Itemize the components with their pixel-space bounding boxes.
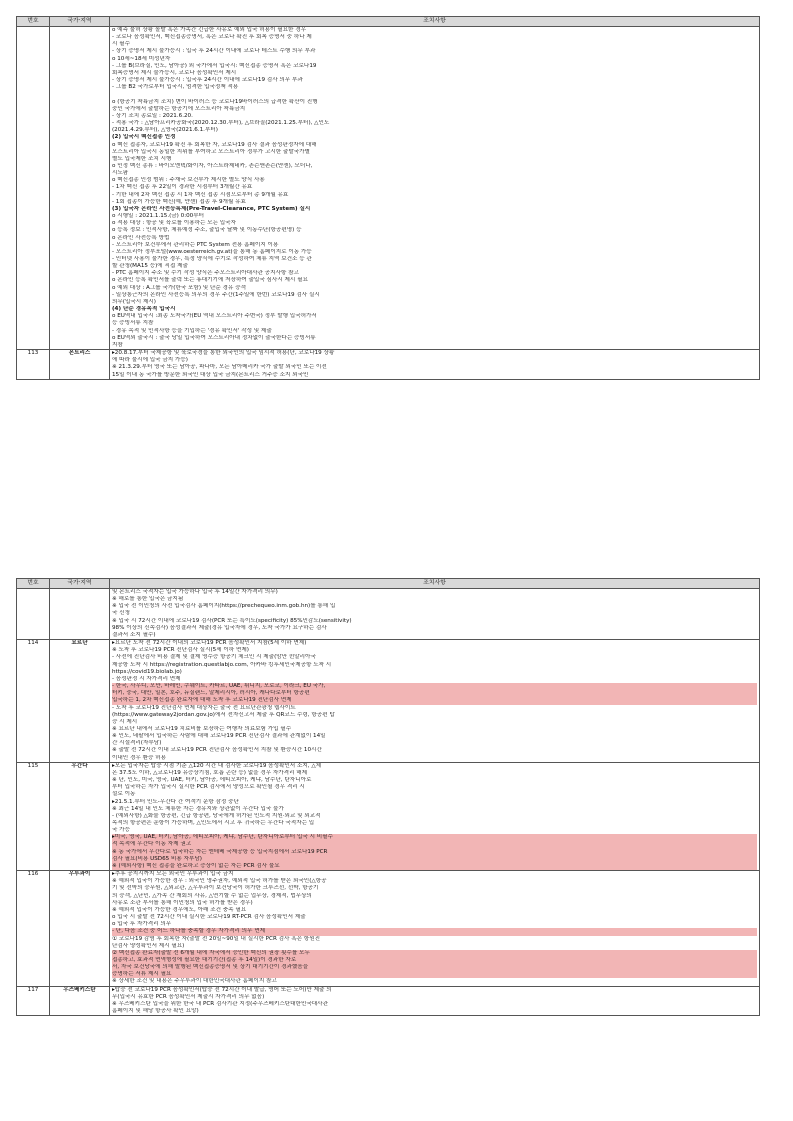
highlighted-text-line: - 단, 다음 조건 중 어느 하나를 충족할 경우 자가격리 의무 면제	[112, 928, 757, 935]
text-line: 단검사 양성확인서 제시 필요)	[112, 942, 185, 949]
text-line: 제공항 도착 시 https://registration.questlabjo.com, 아카바 킹후세인국제공항 도착 시	[112, 661, 332, 668]
text-line: 이내인 경우 환승 허용	[112, 754, 166, 761]
text-line: 및 몬트리스 국적자는 입국 가능하나 입국 후 14일간 자가격리 의무)	[112, 589, 278, 595]
text-line: ※ 상세한 조건 및 내용은 주우루과이 대한민국대사관 홈페이지 참고	[112, 978, 277, 985]
text-line: (https://www.gateway2jordan.gov.jo)에서 전자신고서 제출 후 QR코드 수령, 항공편 탑	[112, 711, 335, 718]
text-line: (3) 입국자 온라인 사전등록제(Pre-Travel-Clearance, PTC System) 실시	[112, 205, 311, 212]
table-row	[17, 871, 760, 987]
measures-cell	[110, 640, 760, 763]
text-line: - (예외사항) △화물 항공편, 긴급 항공편, 당국에게 허가된 인도적 지원·외교 및 외교적	[112, 812, 321, 819]
text-line: o 예외 대상 : A그룹 국가(한국 포함) 및 단순 경유 승객	[112, 284, 246, 291]
text-line: ※ 예외적 입국이 가능한 경우에도, 아래 조건 충족 필요	[112, 906, 247, 913]
text-line: ▸21.5.1.부터 인도-우간다 간 여객기 운항 잠정 중단	[112, 798, 239, 805]
country-name: 우간다	[50, 762, 110, 870]
table-row	[17, 27, 760, 350]
text-line: ※ 인도, 네팔에서 입국하는 사람에 대해 코로나19 PCR 진단검사 결과에 관계없이 14일	[112, 733, 326, 740]
text-line	[112, 91, 757, 98]
row-number	[17, 589, 50, 640]
text-line: o EU역내 입국시 :최종 도착국가(EU 역내 오스트리아 주변국) 정부 발행 입국허가서	[112, 313, 317, 320]
text-line: 간 시설격리(자부담)	[112, 740, 162, 747]
header-no: 번호	[17, 579, 50, 589]
text-line: 지참	[112, 341, 123, 348]
table-row	[17, 640, 760, 763]
highlighted-text-line: 접종하고, 효과적 면역형성에 필요한 대기기간(접종 후 14일)이 경과한 자로	[112, 957, 757, 964]
measures-cell	[110, 589, 760, 640]
text-line: o 인정 백신 종류 : 바이오엔텍/화이자, 아스트라제네카, 존슨앤존슨(얀센), 모더나,	[112, 162, 313, 169]
country-name	[50, 589, 110, 640]
measures-cell	[110, 27, 760, 350]
highlighted-text-line: - 한국, 사우디, 오만, 바레인, 쿠웨이트, 카타르, UAE, 튀니지, 모로코, 이라크, EU 국가,	[112, 683, 757, 690]
table-row	[17, 986, 760, 1016]
text-line: 회복증명서 제시 불가능시, 코로나 음성확인서 제시	[112, 69, 237, 76]
text-line: o 온라인 등록 확인서를 출력 또는 휴대기기에 저장하여 출입국 심사시 제시 필요	[112, 277, 308, 284]
text-line: 시 필수	[112, 41, 130, 48]
highlighted-text-line: ② 백신접종 완료자(출발 전 6개월 내에 자국에서 승인한 백신의 권장 횟수를 모두	[112, 950, 757, 957]
text-line: 98% 이상의 신속검사) 음성결과서 제출(경유 입국자에 경우, 도착 국가가 요구하는 검사	[112, 624, 327, 631]
measures-table-top	[16, 16, 760, 380]
text-line: o (항공기 착륙금지 조치) 변이 바이러스 등 코로나19바이러스의 급격한 확산이 진행	[112, 98, 318, 105]
highlighted-text-line: ※ 동 국가에서 우간다로 입국하는 자는 엔테베 국제공항 등 입국지점에서 코로나19 PCR	[112, 849, 757, 856]
text-line: o 시행일 : 2021.1.15.(금) 0:00부터	[112, 213, 205, 220]
text-line: ※ 단, 인도, 미국, 영국, UAE, 터키, 남아공, 에티오피아, 케냐, 남수단, 탄자니아로	[112, 777, 312, 784]
text-line: 사유로 소관 부서를 통해 이민청의 입국 허가를 받은 경우)	[112, 899, 253, 906]
text-line: - 인터넷 사용이 불가한 경우, 특정 양식에 수기로 작성하여 체류 지역 보건소 등 관	[112, 256, 312, 262]
text-line: - 오스트리아 정부포털(www.oesterreich.gv.at)을 통해 동 홈페이지로 이동 가능	[112, 248, 312, 255]
text-line: (2021.4.29.부터), △영국(2021.6.1.부터)	[112, 127, 218, 134]
text-line: ※ 입국 시 72시간 이내에 코로나19 검사(PCR 또는 특이도(specificity) 85%민감도(sensitivity)	[112, 617, 352, 624]
row-number: 117	[17, 986, 50, 1016]
text-line: - 그룹 B2 국가로부터 입국시, 엄격한 입국정책 적용	[112, 84, 239, 91]
text-line: - 도착 후 코로나19 진단검사 면제 대상자는 출국 전 요르단관광청 웹사이트	[112, 704, 296, 711]
text-line: - 경유 목적 및 인적사항 등을 기입하는 '경유 확인서' 작성 및 제출	[112, 327, 272, 334]
text-line: o 입국 시 출발 전 72시간 이내 실시한 코로나19 RT-PCR 검사 음성확인서 제출	[112, 914, 306, 921]
text-line: 부터 입국하는 자가 입국시 실시한 PCR 검사에서 양성으로 확인될 경우 격리 시	[112, 784, 305, 791]
text-line: 무(입국시 유효한 PCR 음성확인서 제출시 자가격리 의무 없음)	[112, 993, 265, 1000]
text-line: ※ 출발 전 72시간 이내 코로나19 PCR 진단검사 음성확인서 지참 및 환승시간 10시간	[112, 747, 322, 754]
text-line: o 적용 대상 : 항공 및 육로를 이용하는 모든 입국자	[112, 220, 236, 227]
country-name: 요르단	[50, 640, 110, 763]
text-line: ※ 21.3.29.부터 영국 또는 남아공, 파나마, 모든 남아메리카 국가 출발 외국인 또는 이전	[112, 364, 327, 371]
text-line: ▸20.8.17.부터 국제공항 및 육로국경을 통한 외국인의 입국 임시적 허용(단, 코로나19 상황	[112, 350, 335, 357]
text-line: - 1차 백신 접종 후 22일이 경과한 시점부터 3개월간 유효	[112, 184, 253, 191]
text-line: 중인 국가에서 출발하는 항공기에 오스트리아 착륙금지	[112, 105, 246, 112]
highlighted-text-line: 서, 자국 보건당국에 의해 발행된 백신접종증명서 및 상기 대기기간이 경과했음을	[112, 964, 757, 971]
text-line: - 오스트리아 보건부에서 관리하는 PTC System 전용 홈페이지 이용	[112, 241, 279, 248]
text-line: - 사전에 진단검사 비용 결제 및 결제 영수증 항공기 체크인 시 제출(암만 퀸알리아국	[112, 654, 316, 661]
country-name: 몬트리스	[50, 350, 110, 380]
text-line: - 코로나 음성확인서, 백신접종증명서, 혹은 코로나 확진 후 회복 증명서 중 하나 제	[112, 34, 312, 41]
text-line: o 10세~18세 미성년자	[112, 55, 171, 62]
text-line: 설로 이동	[112, 791, 136, 798]
header-content: 조치사항	[110, 17, 760, 27]
text-line: - 음성판정 시 자가격리 면제	[112, 675, 181, 682]
row-number: 114	[17, 640, 50, 763]
country-name	[50, 27, 110, 350]
highlighted-text-line: ▸미국, 영국, UAE, 터키, 남아공, 에티오피아, 케냐, 남수단, 탄자니아로부터 입국 시 비필수	[112, 834, 757, 841]
highlighted-text-line: 검사 필요(비용 USD65 비용 자부담)	[112, 856, 757, 863]
text-line: 오스트리아 입국시 동일한 지위를 부여하고 오스트리아 정부가 고시한 출발국가별	[112, 148, 310, 155]
text-line: 홈페이지 및 해당 항공사 확인 요망)	[112, 1008, 199, 1015]
header-content: 조치사항	[110, 579, 760, 589]
header-country: 국가·지역	[50, 579, 110, 589]
text-line: ※ 요르단 내에서 코로나19 치료비를 보장하는 여행자 의료보험 가입 필수	[112, 725, 292, 732]
text-line: 등 증빙서류 지참	[112, 320, 154, 327]
text-line: ▸요르단 도착 전 72시간 이내의 코로나19 PCR 음성확인서 지참(5세 이하 면제)	[112, 640, 307, 647]
text-line: 목적의 항공편은 운항이 가능하며, △인도에서 시고 후 귀국하는 우간다 국적자는 입	[112, 820, 315, 826]
text-line: 별도 입국제한 조치 시행	[112, 155, 172, 162]
text-line: ① 코로나19 감염 후 회복한 자(출발 전 20일~90일 내 실시한 PCR 검사 혹은 항원진	[112, 935, 321, 942]
text-line: ▸모든 입국자는 탑승 시점 기준 △120 시간 내 검사한 코로나19 음성확인서 소지, △체	[112, 762, 322, 769]
text-line: ※ 우즈베키스탄 입국을 위한 한국 내 PCR 검사기관 지정(주우즈베키스탄대한민국대사관	[112, 1000, 328, 1007]
measures-cell	[110, 762, 760, 870]
text-line: o 등록 정보 : 인적사항, 체류예정 주소, 출입국 날짜 및 이동수단(항공편명) 등	[112, 227, 302, 234]
table-row	[17, 350, 760, 380]
header-country: 국가·지역	[50, 17, 110, 27]
measures-cell	[110, 871, 760, 987]
measures-table-bottom	[16, 578, 760, 1016]
text-line: o EU역외 출국시 : 출국 당일 입국하여 오스트리아내 정차없이 출국한다는 증빙서류	[112, 334, 316, 341]
country-name: 우루과이	[50, 871, 110, 987]
table-header-row	[17, 17, 760, 27]
text-line: 온 37.5도 이하, △코로나19 유증상기침, 호흡 곤란 등) 없을 경우 자가격리 해제	[112, 769, 308, 776]
country-name: 우즈베키스탄	[50, 986, 110, 1016]
text-line: - 상기 증명서 제시 불가능시 : 입국후 24시간 이내에 코로나19 검사 의무 부과	[112, 77, 303, 84]
text-line: - 그룹 B(브라질, 인도, 남아공) 외 국가에서 입국시: 백신접종 증명서 혹은 코로나19	[112, 62, 317, 69]
text-line: - 상기 조치 종료일 : 2021.6.20.	[112, 112, 193, 119]
text-line: 시노팜	[112, 170, 129, 177]
highlighted-text-line: 적 목적에 우간다 이동 자제 권고	[112, 841, 757, 848]
text-line: 15일 이내 동 국가를 방문한 외국인 대상 입국 금지(몬트리스 거주증 소지 외국인	[112, 371, 309, 378]
row-number: 115	[17, 762, 50, 870]
text-line: (4) 단순 경유목적 입국시	[112, 306, 176, 313]
text-line: ※ 입국 전 이민청의 사전 입국검사 홈페이지(https://prechequeo.inm.gob.hn)를 통해 입	[112, 603, 336, 610]
row-number: 116	[17, 871, 50, 987]
text-line: - 1회 접종이 가능한 백신(예, 얀센) 접종 후 9개월 유효	[112, 198, 246, 205]
text-line: - PTC 홈페이지 주소 및 수기 작성 양식은 주오스트리아대사관 공지사항 참고	[112, 270, 299, 277]
text-line: o 백신 접종자, 코로나19 확진 후 회복한 자, 코로나19 검사 결과 음성판정자에 대해	[112, 141, 317, 148]
header-no: 번호	[17, 17, 50, 27]
measures-cell	[110, 350, 760, 380]
text-line: - 적용 국가 : △남아프리카공화국(2020.12.30.부터), △브라질(2021.1.25.부터), △인도	[112, 120, 330, 127]
text-line: ※ 도착 후 코로나19 PCR 진단검사 실시(5세 이하 면제)	[112, 647, 249, 654]
text-line: o 온라인 사전등록 방법	[112, 234, 170, 241]
row-number: 113	[17, 350, 50, 380]
text-line: 에 따라 불시에 입국 금지 가능)	[112, 357, 188, 364]
text-line: - 기한 내에 2차 백신 접종 시 1차 백신 접종 시점으로부터 총 9개월 유효	[112, 191, 289, 198]
text-line: ※ 최근 14일 내 인도 체류한 자는 경유지와 상관없이 우간다 입국 불가	[112, 805, 284, 812]
text-line: 국 신청	[112, 610, 130, 617]
text-line: 할 관청(MA15 등)에 직접 제출	[112, 263, 188, 270]
text-line: o 예측 불허 상황 돌발 혹은 가족간 긴급한 사유로 예외 입국 허용이 필요한 경우	[112, 27, 307, 33]
table-row	[17, 589, 760, 640]
text-line: ※ 예외적 입국이 가능한 경우 : 외국인 영주권자, 예외적 입국 허가를 받은 외국인(△항공	[112, 878, 327, 885]
highlighted-text-line: 입국하는 1, 2차 백신접종 완료자에 대해 도착 후 코로나19 진단검사 면제	[112, 697, 757, 704]
table-header-row	[17, 579, 760, 589]
table-row	[17, 762, 760, 870]
text-line: 기 및 선박의 승무원, △외교관, △우루과이 보건당국이 허가한 크루즈선, 선박, 항공기	[112, 885, 319, 892]
text-line: - 상기 증명서 제시 불가능시 : 입국 후 24시간 이내에 코로나 테스트 수행 의무 부과	[112, 48, 316, 55]
text-line: 결과서 소지 필수)	[112, 631, 156, 638]
text-line: (2) 입국시 백신접종 인정	[112, 134, 176, 141]
text-line: 의무(입국시 제시)	[112, 298, 156, 305]
text-line: ※ 해로를 통한 입국은 금지됨	[112, 596, 184, 603]
text-line: 승 시 제시	[112, 718, 138, 725]
highlighted-text-line: 증명하는 서류 제시 필요	[112, 971, 757, 978]
highlighted-text-line: ※ (예외사항) 백신 접종을 완료하고 증상이 없는 자는 PCR 검사 불요	[112, 863, 757, 870]
text-line: https://covid19.biolab.jo)	[112, 668, 182, 675]
text-line: ▸추후 공지시까지 모든 외국인 우루과이 입국 금지	[112, 871, 234, 878]
text-line: - 일상통근자의 온라인 사전등록 의무의 경우 주간(1주일에 한번) 코로나19 검사 실시	[112, 291, 320, 298]
text-line: 국 가능	[112, 827, 130, 834]
highlighted-text-line: 터키, 중국, 대만, 일본, 호주, 뉴질랜드, 알제리시아, 러시아, 캐나다로부터 항공편	[112, 690, 757, 697]
text-line: 의 승객, △난민, △가족 간 재회의 사유, △연기할 수 없는 업무상, 경제적, 법무상의	[112, 892, 312, 899]
text-line: ▸탑승 전 코로나19 PCR 음성확인서(탑승 전 72시간 이내 발급, 영어 또는 노어)만 제출 의	[112, 986, 332, 993]
text-line: o 입국 후 자가격리 의무	[112, 921, 172, 928]
text-line: o 백신접종 인정 범위 : 주재국 보건부가 제시한 별도 양식 사용	[112, 177, 265, 184]
row-number	[17, 27, 50, 350]
measures-cell	[110, 986, 760, 1016]
